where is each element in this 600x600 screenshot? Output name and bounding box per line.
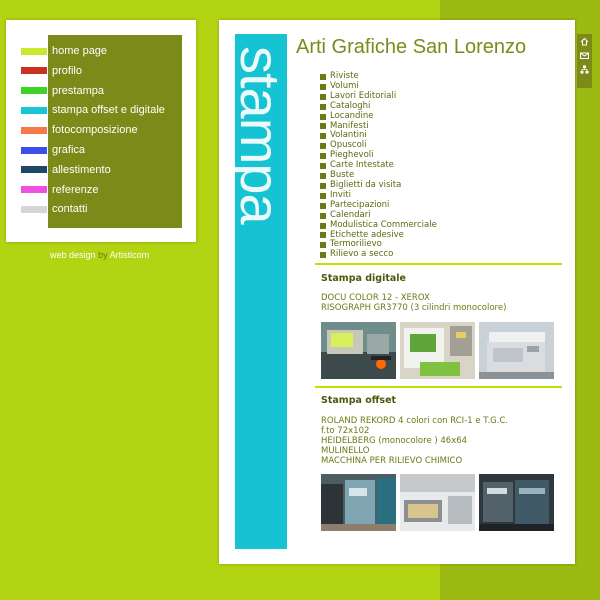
square-bullet-icon bbox=[320, 74, 326, 80]
service-label: Manifesti bbox=[330, 120, 369, 131]
nav-item-home-page[interactable] bbox=[21, 42, 191, 60]
nav-item-profilo[interactable] bbox=[21, 62, 191, 80]
nav-color-swatch bbox=[21, 48, 47, 55]
square-bullet-icon bbox=[320, 143, 326, 149]
nav-item-label: allestimento bbox=[52, 163, 111, 176]
nav-item-label: stampa offset e digitale bbox=[52, 104, 165, 117]
service-label: Opuscoli bbox=[330, 140, 367, 151]
square-bullet-icon bbox=[320, 183, 326, 189]
photo-offset-press-2 bbox=[400, 474, 475, 531]
service-label: Volumi bbox=[330, 80, 359, 91]
offset-equipment bbox=[321, 416, 508, 466]
nav-item-label: prestampa bbox=[52, 84, 104, 97]
nav-item-contatti[interactable] bbox=[21, 200, 191, 218]
square-bullet-icon bbox=[320, 163, 326, 169]
credit-by: by bbox=[98, 250, 108, 260]
service-label: Cataloghi bbox=[330, 100, 371, 111]
square-bullet-icon bbox=[320, 252, 326, 258]
nav-color-swatch bbox=[21, 127, 47, 134]
nav-item-stampa-offset-e-digitale[interactable] bbox=[21, 101, 191, 119]
nav-item-label: contatti bbox=[52, 203, 88, 216]
nav-item-fotocomposizione[interactable] bbox=[21, 121, 191, 139]
photo-digital-press-1 bbox=[321, 322, 396, 379]
nav-panel bbox=[6, 20, 196, 242]
equipment-line: RISOGRAPH GR3770 (3 cilindri monocolore) bbox=[321, 303, 507, 313]
square-bullet-icon bbox=[320, 123, 326, 129]
square-bullet-icon bbox=[320, 153, 326, 159]
equipment-line: DOCU COLOR 12 - XEROX bbox=[321, 293, 430, 303]
equipment-line: f.to 72x102 bbox=[321, 426, 370, 436]
service-item bbox=[320, 250, 437, 260]
service-label: Modulistica Commerciale bbox=[330, 219, 437, 230]
nav-color-swatch bbox=[21, 147, 47, 154]
nav-item-label: fotocomposizione bbox=[52, 124, 138, 137]
service-label: Calendari bbox=[330, 209, 371, 220]
nav-item-prestampa[interactable] bbox=[21, 82, 191, 100]
square-bullet-icon bbox=[320, 223, 326, 229]
services-list bbox=[320, 72, 437, 260]
square-bullet-icon bbox=[320, 203, 326, 209]
digital-title: Stampa digitale bbox=[321, 273, 406, 284]
mail-icon[interactable] bbox=[577, 48, 592, 62]
square-bullet-icon bbox=[320, 213, 326, 219]
square-bullet-icon bbox=[320, 133, 326, 139]
equipment-line: MULINELLO bbox=[321, 446, 370, 456]
section-banner-strip bbox=[229, 34, 292, 549]
square-bullet-icon bbox=[320, 232, 326, 238]
square-bullet-icon bbox=[320, 242, 326, 248]
service-label: Termorilievo bbox=[330, 239, 382, 250]
square-bullet-icon bbox=[320, 193, 326, 199]
service-label: Locandine bbox=[330, 110, 374, 121]
service-label: Lavori Editoriali bbox=[330, 90, 397, 101]
service-label: Carte Intestate bbox=[330, 160, 394, 171]
photo-offset-press-3 bbox=[479, 474, 554, 531]
nav-color-swatch bbox=[21, 186, 47, 193]
square-bullet-icon bbox=[320, 104, 326, 110]
service-label: Inviti bbox=[330, 189, 351, 200]
nav-item-label: grafica bbox=[52, 144, 86, 156]
nav-color-swatch bbox=[21, 166, 47, 173]
nav-color-swatch bbox=[21, 87, 47, 94]
offset-title: Stampa offset bbox=[321, 395, 397, 406]
home-icon[interactable] bbox=[577, 34, 592, 48]
square-bullet-icon bbox=[320, 114, 326, 120]
nav-color-swatch bbox=[21, 67, 47, 74]
service-label: Pieghevoli bbox=[330, 150, 374, 161]
service-label: Volantini bbox=[330, 130, 367, 141]
nav-item-allestimento[interactable] bbox=[21, 161, 191, 179]
nav-item-label: referenze bbox=[52, 183, 99, 196]
service-label: Etichette adesive bbox=[330, 229, 404, 240]
credit-prefix: web design bbox=[50, 250, 96, 260]
side-toolbar bbox=[577, 34, 592, 88]
photo-offset-press-1 bbox=[321, 474, 396, 531]
nav-color-swatch bbox=[21, 107, 47, 114]
section-vertical-word: stampa bbox=[229, 46, 292, 224]
main-content-card bbox=[219, 20, 575, 564]
square-bullet-icon bbox=[320, 84, 326, 90]
photo-digital-press-3 bbox=[479, 322, 554, 379]
service-label: Rilievo a secco bbox=[330, 249, 394, 260]
divider-offset bbox=[315, 386, 562, 388]
service-label: Buste bbox=[330, 170, 355, 181]
credit-line bbox=[50, 250, 149, 260]
divider-digital bbox=[315, 263, 562, 265]
nav-color-swatch bbox=[21, 206, 47, 213]
square-bullet-icon bbox=[320, 94, 326, 100]
nav-item-referenze[interactable] bbox=[21, 181, 191, 199]
nav-item-label: profilo bbox=[52, 64, 82, 77]
service-label: Partecipazioni bbox=[330, 199, 390, 210]
sitemap-icon[interactable] bbox=[577, 62, 592, 76]
equipment-line: MACCHINA PER RILIEVO CHIMICO bbox=[321, 456, 463, 466]
nav-item-label: home page bbox=[52, 45, 108, 57]
square-bullet-icon bbox=[320, 173, 326, 179]
service-item bbox=[320, 221, 437, 231]
photo-digital-press-2 bbox=[400, 322, 475, 379]
credit-author-link[interactable]: Artisticom bbox=[109, 250, 150, 260]
equipment-line: ROLAND REKORD 4 colori con RCI-1 e T.G.C. bbox=[321, 416, 509, 426]
digital-equipment bbox=[321, 293, 506, 313]
nav-item-grafica[interactable] bbox=[21, 141, 191, 159]
service-label: Biglietti da visita bbox=[330, 179, 402, 190]
equipment-line: HEIDELBERG (monocolore ) 46x64 bbox=[321, 436, 468, 446]
service-label: Riviste bbox=[330, 71, 359, 81]
site-title: Arti Grafiche San Lorenzo bbox=[296, 36, 527, 58]
